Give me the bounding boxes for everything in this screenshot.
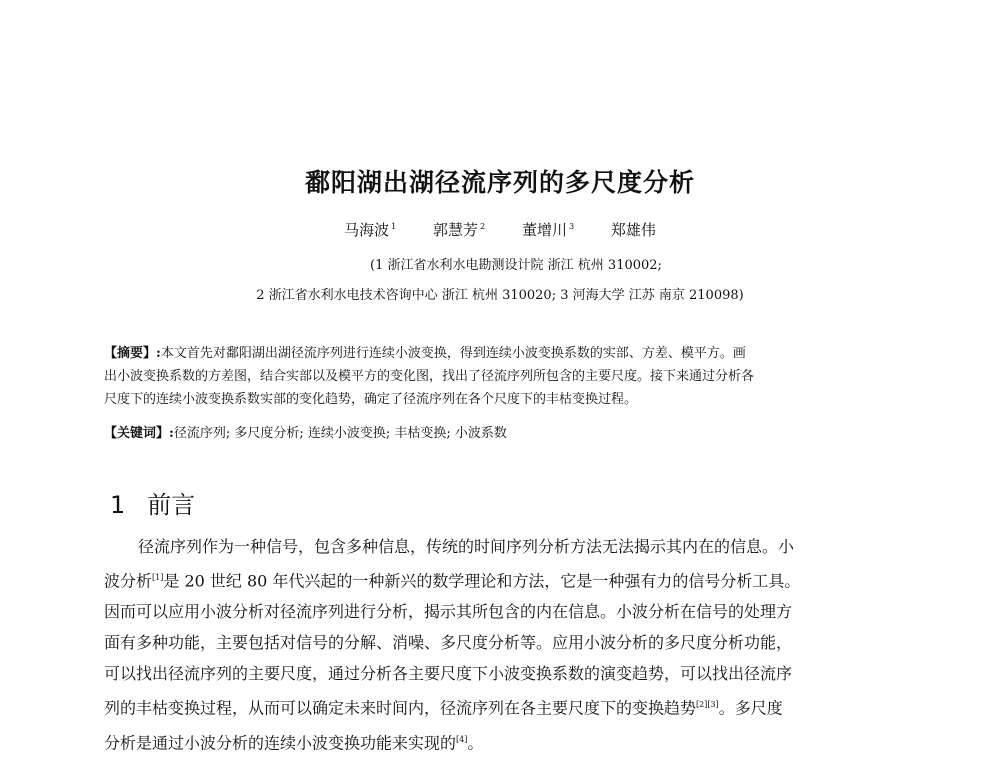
abstract-text: 本文首先对鄱阳湖出湖径流序列进行连续小波变换，得到连续小波变换系数的实部、方差、模平方。画 [160,346,746,361]
abstract-text: 出小波变换系数的方差图，结合实部以及模平方的变化图，找出了径流序列所包含的主要尺度。接下来通过分析各 [104,369,755,384]
section-title: 前言 [147,491,196,519]
body-line: 因而可以应用小波分析对径流序列进行分析，揭示其所包含的内在信息。小波分析在信号的处理方 [104,602,793,622]
body-line: 分析是通过小波分析的连续小波变换功能来实现的[4]。 [104,732,484,752]
affiliation-line: 2 浙江省水利水电技术咨询中心 浙江 杭州 310020; 3 河海大学 江苏 南京 210098) [256,288,744,303]
author: 董增川 $^3$ [521,221,575,239]
body-line: 可以找出径流序列的主要尺度，通过分析各主要尺度下小波变换系数的演变趋势，可以找出径流序 [104,664,793,684]
author: 郑雄伟 [610,221,656,239]
body-line: 径流序列作为一种信号，包含多种信息，传统的时间序列分析方法无法揭示其内在的信息。小 [138,537,795,556]
affiliation-line: (1 浙江省水利水电勘测设计院 浙江 杭州 310002; [370,258,662,273]
citation: [4] [456,734,468,744]
body-line: 面有多种功能，主要包括对信号的分解、消噪、多尺度分析等。应用小波分析的多尺度分析功能， [104,633,793,653]
keywords-label: 【关键词】: [104,426,174,441]
citation: [1] [152,573,164,582]
section-number: 1 [110,491,126,519]
author: 郭慧芳 $^2$ [433,221,486,239]
keywords [104,424,507,444]
abstract [104,342,896,411]
citation: [2][3] [696,700,719,710]
section-heading [110,485,195,520]
body-line: 波分析[1]是 20 世纪 80 年代兴起的一种新兴的数学理论和方法，它是一种强有力的信号分析工具。 [104,571,801,591]
author: 马海波 $^1$ [344,221,397,239]
author-list [0,219,1000,240]
keywords-text: 径流序列; 多尺度分析; 连续小波变换; 丰枯变换; 小波系数 [173,426,507,441]
abstract-label: 【摘要】: [104,346,161,361]
body-line: 列的丰枯变换过程，从而可以确定未来时间内，径流序列在各主要尺度下的变换趋势[2][3]。多尺度 [104,698,783,718]
body-paragraph [104,531,896,758]
abstract-text: 尺度下的连续小波变换系数实部的变化趋势，确定了径流序列在各个尺度下的丰枯变换过程。 [104,392,638,407]
paper-title: 鄱阳湖出湖径流序列的多尺度分析 [304,168,695,197]
